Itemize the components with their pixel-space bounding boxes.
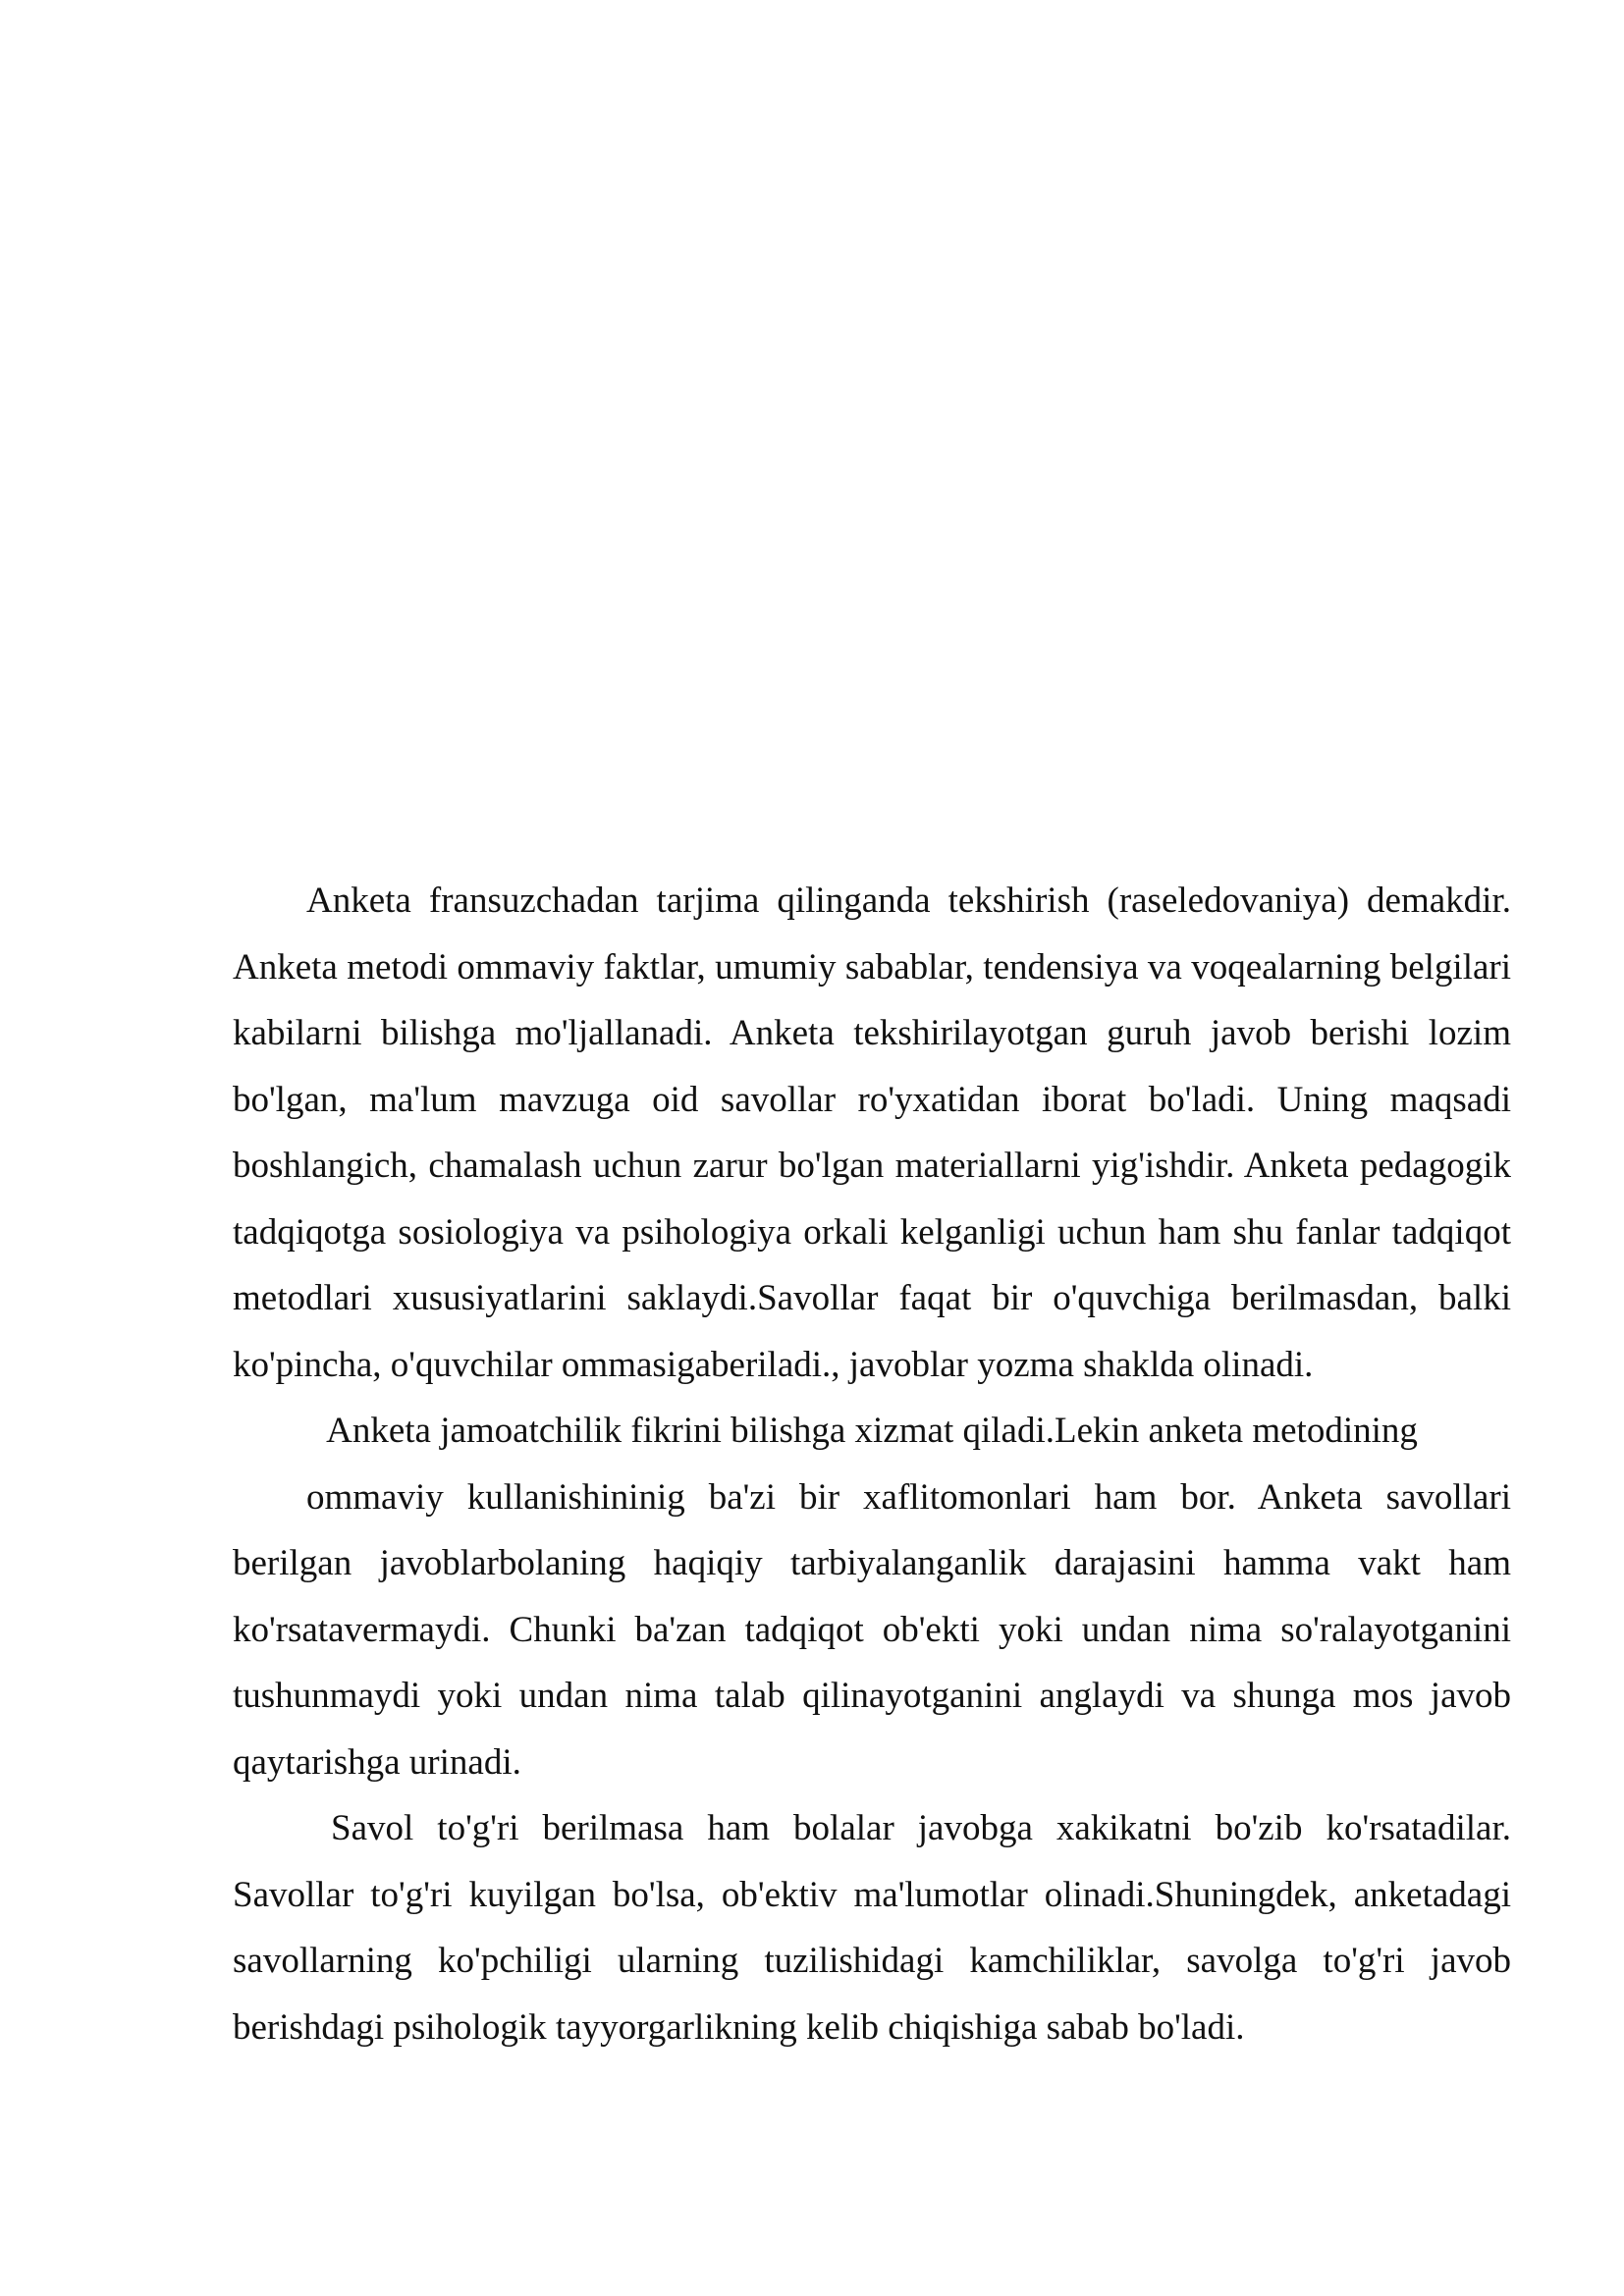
paragraph-question-quality: Savol to'g'ri berilmasa ham bolalar javobga xakikatni bo'zib ko'rsatadilar. Savollar to'g'ri kuyilgan bo'lsa, ob'ektiv ma'lumotlar olinadi.Shuningdek, anketadagi savollarning ko'pchiligi ularning tuzilishidagi kamchiliklar, savolga to'g'ri javob berishdagi psihologik tayyorgarlikning kelib chiqishiga sabab bo'ladi. xyxy=(233,1808,1511,2048)
body-text xyxy=(233,868,1511,2060)
paragraph-anketa-definition: Anketa fransuzchadan tarjima qilinganda tekshirish (raseledovaniya) demakdir. Anketa metodi ommaviy faktlar, umumiy sabablar, tendensiya va voqealarning belgilari kabilarni bilishga mo'ljallanadi. Anketa tekshirilayotgan guruh javob berishi lozim bo'lgan, ma'lum mavzuga oid savollar ro'yxatidan iborat bo'ladi. Uning maqsadi boshlangich, chamalash uchun zarur bo'lgan materiallarni yig'ishdir. Anketa pedagogik tadqiqotga sosiologiya va psihologiya orkali kelganligi uchun ham shu fanlar tadqiqot metodlari xususiyatlarini saklaydi.Savollar faqat bir o'quvchiga berilmasdan, balki ko'pincha, o'quvchilar ommasigaberiladi., javoblar yozma shaklda olinadi. xyxy=(233,881,1511,1385)
paragraph-public-opinion-intro: Anketa jamoatchilik fikrini bilishga xizmat qiladi.Lekin anketa metodining xyxy=(326,1411,1418,1451)
paragraph-method-drawbacks: ommaviy kullanishininig ba'zi bir xaflitomonlari ham bor. Anketa savollari berilgan javoblarbolaning haqiqiy tarbiyalanganlik darajasini hamma vakt ham ko'rsatavermaydi. Chunki ba'zan tadqiqot ob'ekti yoki undan nima so'ralayotganini tushunmaydi yoki undan nima talab qilinayotganini anglaydi va shunga mos javob qaytarishga urinadi. xyxy=(233,1476,1511,1783)
